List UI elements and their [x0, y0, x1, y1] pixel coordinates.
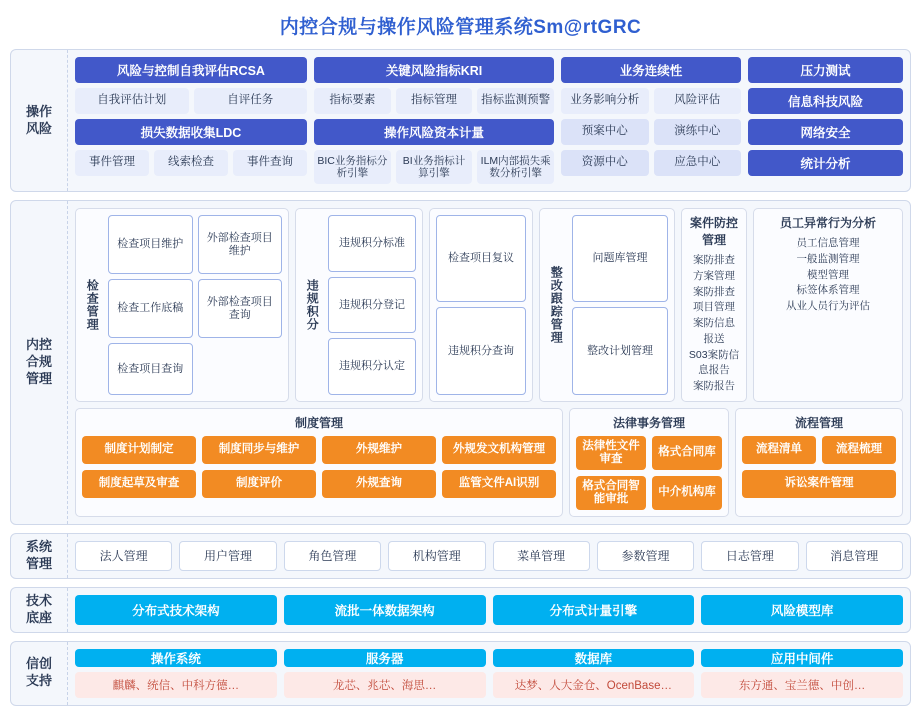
system-management-box	[75, 408, 563, 517]
employee-behavior-box	[753, 208, 903, 402]
rectification-label: 整改跟踪管理	[549, 265, 564, 344]
legal-affairs-item[interactable]: 法律性文件审查	[576, 436, 646, 470]
tech-item[interactable]: 分布式计量引擎	[493, 595, 695, 625]
system-item[interactable]: 机构管理	[388, 541, 485, 571]
system-item[interactable]: 消息管理	[806, 541, 903, 571]
legal-affairs-item[interactable]: 格式合同库	[652, 436, 722, 470]
process-management-box	[735, 408, 903, 517]
bcm-item[interactable]: 演练中心	[654, 119, 742, 145]
case-prevention-item[interactable]: 案防排查方案管理	[693, 254, 735, 282]
other-item[interactable]: 压力测试	[748, 57, 903, 83]
xinchuang-column	[493, 649, 695, 698]
check-management-box	[75, 208, 289, 402]
xinchuang-column	[701, 649, 903, 698]
xinchuang-sub: 龙芯、兆芯、海思…	[284, 672, 486, 698]
check-item[interactable]: 外部检查项目维护	[198, 215, 283, 274]
op-column-bcm	[561, 57, 741, 184]
process-management-item[interactable]: 流程清单	[742, 436, 816, 464]
rcsa-item[interactable]: 自我评估计划	[75, 88, 189, 114]
check-item[interactable]: 检查项目查询	[108, 343, 193, 395]
band-xinchuang-support	[10, 641, 911, 706]
other-item[interactable]: 信息科技风险	[748, 88, 903, 114]
op-column-others	[748, 57, 903, 184]
tech-item[interactable]: 风险模型库	[701, 595, 903, 625]
band-label-operation-risk: 操作 风险	[11, 50, 68, 191]
xinchuang-head[interactable]: 数据库	[493, 649, 695, 667]
system-item[interactable]: 法人管理	[75, 541, 172, 571]
legal-affairs-item[interactable]: 格式合同智能审批	[576, 476, 646, 510]
process-management-item[interactable]: 诉讼案件管理	[742, 470, 896, 498]
system-item[interactable]: 角色管理	[284, 541, 381, 571]
score-item[interactable]: 违规积分认定	[328, 338, 416, 395]
bcm-item[interactable]: 业务影响分析	[561, 88, 649, 114]
xinchuang-head[interactable]: 服务器	[284, 649, 486, 667]
employee-behavior-item[interactable]: 员工信息管理	[796, 237, 860, 249]
system-item[interactable]: 参数管理	[597, 541, 694, 571]
band-tech-base	[10, 587, 911, 633]
bcm-item[interactable]: 应急中心	[654, 150, 742, 176]
band-label-internal-control: 内控 合规 管理	[11, 201, 68, 524]
ldc-item[interactable]: 线索检查	[154, 150, 228, 176]
rectification-item[interactable]: 问题库管理	[572, 215, 668, 302]
system-management-item[interactable]: 外规查询	[322, 470, 436, 498]
kri-header[interactable]: 关键风险指标KRI	[314, 57, 554, 83]
legal-affairs-title: 法律事务管理	[612, 415, 685, 430]
ldc-item[interactable]: 事件管理	[75, 150, 149, 176]
ldc-item[interactable]: 事件查询	[233, 150, 307, 176]
employee-behavior-item[interactable]: 标签体系管理	[796, 284, 860, 297]
case-prevention-item[interactable]: 案防报告	[693, 380, 735, 392]
band-system-management	[10, 533, 911, 579]
violation-score-box	[295, 208, 423, 402]
review-item[interactable]: 检查项目复议	[436, 215, 526, 302]
check-item[interactable]: 检查工作底稿	[108, 279, 193, 338]
op-column-kri	[314, 57, 554, 184]
check-management-label: 检查管理	[85, 278, 100, 331]
system-management-item[interactable]: 制度起草及审查	[82, 470, 196, 498]
process-management-item[interactable]: 流程梳理	[822, 436, 896, 464]
capital-item[interactable]: ILM内部损失乘数分析引擎	[477, 150, 554, 184]
op-column-rcsa	[75, 57, 307, 184]
bcm-item[interactable]: 资源中心	[561, 150, 649, 176]
tech-item[interactable]: 分布式技术架构	[75, 595, 277, 625]
capital-header[interactable]: 操作风险资本计量	[314, 119, 554, 145]
score-item[interactable]: 违规积分标准	[328, 215, 416, 272]
case-prevention-item[interactable]: 案防排查项目管理	[693, 285, 735, 314]
xinchuang-head[interactable]: 操作系统	[75, 649, 277, 667]
system-management-item[interactable]: 制度评价	[202, 470, 316, 498]
xinchuang-sub: 麒麟、统信、中科方德…	[75, 672, 277, 698]
system-management-item[interactable]: 监管文件AI识别	[442, 470, 556, 498]
kri-item[interactable]: 指标监测预警	[477, 88, 554, 114]
rcsa-header[interactable]: 风险与控制自我评估RCSA	[75, 57, 307, 83]
legal-affairs-box	[569, 408, 729, 517]
check-item[interactable]: 外部检查项目查询	[198, 279, 283, 338]
employee-behavior-item[interactable]: 模型管理	[807, 268, 849, 281]
capital-item[interactable]: BIC业务指标分析引擎	[314, 150, 391, 184]
xinchuang-head[interactable]: 应用中间件	[701, 649, 903, 667]
rcsa-item[interactable]: 自评任务	[194, 88, 308, 114]
page-title: 内控合规与操作风险管理系统Sm@rtGRC	[279, 17, 642, 38]
review-box	[429, 208, 533, 402]
tech-item[interactable]: 流批一体数据架构	[284, 595, 486, 625]
employee-behavior-item[interactable]: 一般监测管理	[796, 252, 860, 265]
ldc-header[interactable]: 损失数据收集LDC	[75, 119, 307, 145]
case-prevention-item[interactable]: S03案防信息报告	[688, 348, 740, 377]
kri-item[interactable]: 指标要素	[314, 88, 391, 114]
system-item[interactable]: 用户管理	[179, 541, 276, 571]
rectification-box	[539, 208, 675, 402]
xinchuang-column	[284, 649, 486, 698]
system-management-title: 制度管理	[294, 415, 343, 430]
xinchuang-column	[75, 649, 277, 698]
band-label-xinchuang-support: 信创 支持	[11, 642, 68, 705]
bcm-item[interactable]: 预案中心	[561, 119, 649, 145]
band-internal-control	[10, 200, 911, 525]
system-management-item[interactable]: 外规维护	[322, 436, 436, 464]
kri-item[interactable]: 指标管理	[396, 88, 473, 114]
system-management-item[interactable]: 制度同步与维护	[202, 436, 316, 464]
bcm-header[interactable]: 业务连续性	[561, 57, 741, 83]
xinchuang-sub: 达梦、人大金仓、OcenBase…	[493, 672, 695, 698]
xinchuang-sub: 东方通、宝兰德、中创…	[701, 672, 903, 698]
other-item[interactable]: 网络安全	[748, 119, 903, 145]
system-item[interactable]: 日志管理	[701, 541, 798, 571]
bcm-item[interactable]: 风险评估	[654, 88, 742, 114]
other-item[interactable]: 统计分析	[748, 150, 903, 176]
system-item[interactable]: 菜单管理	[493, 541, 590, 571]
case-prevention-box	[681, 208, 747, 402]
system-management-item[interactable]: 外规发文机构管理	[442, 436, 556, 464]
employee-behavior-item[interactable]: 从业人员行为评估	[786, 300, 870, 312]
check-item[interactable]: 检查项目维护	[108, 215, 193, 274]
band-label-system-management: 系统 管理	[11, 534, 68, 578]
band-operation-risk	[10, 49, 911, 192]
legal-affairs-item[interactable]: 中介机构库	[652, 476, 722, 510]
violation-score-label: 违规积分	[305, 278, 320, 331]
review-item[interactable]: 违规积分查询	[436, 307, 526, 394]
case-prevention-title: 案件防控管理	[689, 216, 738, 247]
score-item[interactable]: 违规积分登记	[328, 277, 416, 334]
case-prevention-item[interactable]: 案防信息报送	[693, 317, 735, 345]
band-label-tech-base: 技术 底座	[11, 588, 68, 632]
system-management-item[interactable]: 制度计划制定	[82, 436, 196, 464]
process-management-title: 流程管理	[794, 415, 843, 430]
employee-behavior-title: 员工异常行为分析	[779, 216, 876, 230]
capital-item[interactable]: BI业务指标计算引擎	[396, 150, 473, 184]
rectification-item[interactable]: 整改计划管理	[572, 307, 668, 394]
